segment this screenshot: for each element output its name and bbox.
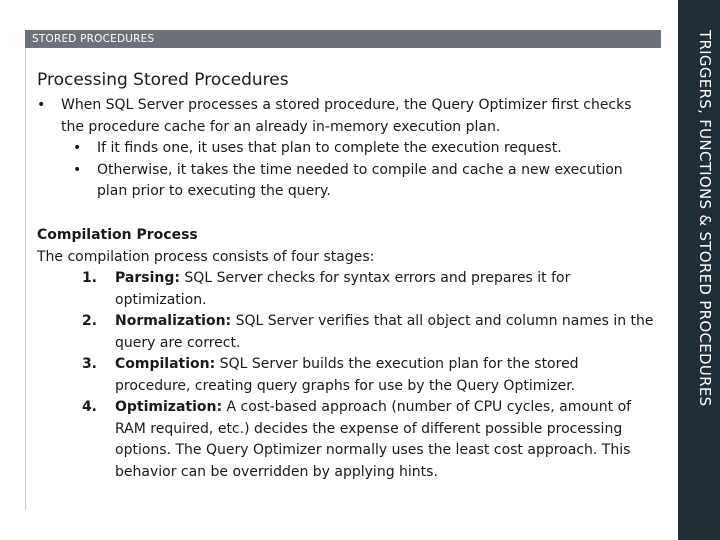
bullet-main-text: When SQL Server processes a stored procedure, the Query Optimizer first checks the procedure cache for an already in-memory execution plan.: [61, 97, 632, 135]
stage-text: A cost-based approach (number of CPU cycles, amount of RAM required, etc.) decides the expense of different possible processing options. The Query Optimizer normally uses the least cost approach. This behavior can be overridden by applying hints.: [115, 399, 632, 480]
slide-title: Processing Stored Procedures: [37, 70, 289, 90]
stage-number: 2.: [81, 313, 97, 329]
stage-text: SQL Server builds the execution plan for the stored procedure, creating query graphs for use by the Query Optimizer.: [115, 356, 579, 394]
stage-text: SQL Server checks for syntax errors and prepares it for optimization.: [115, 270, 571, 308]
stage-term: Normalization:: [115, 313, 232, 329]
stage-term: Optimization:: [115, 399, 223, 415]
bullet-icon: •: [73, 161, 82, 178]
sub-bullet-text: If it finds one, it uses that plan to complete the execution request.: [97, 140, 562, 156]
side-panel-title: TRIGGERS, FUNCTIONS & STORED PROCEDURES: [696, 30, 714, 407]
stage-number: 1.: [81, 270, 97, 286]
stage-item: [37, 268, 657, 311]
bullet-icon: •: [73, 140, 82, 156]
stage-number: 4.: [81, 399, 97, 415]
compilation-heading: Compilation Process: [37, 227, 198, 243]
compilation-section: [37, 225, 657, 483]
bullet-list: [37, 95, 657, 203]
stage-number: 3.: [81, 356, 97, 372]
stage-term: Parsing:: [115, 270, 180, 286]
bullet-main: [37, 95, 657, 138]
bullet-icon: •: [37, 97, 46, 113]
section-label: STORED PROCEDURES: [32, 33, 155, 45]
left-rule: [25, 30, 26, 510]
side-panel: [678, 0, 720, 540]
stage-item: [37, 311, 657, 354]
sub-bullet: [37, 138, 657, 160]
sub-bullet: [37, 160, 657, 203]
sub-bullet-text: Otherwise, it takes the time needed to compile and cache a new execution plan prior to executing the query.: [97, 161, 623, 199]
section-header-bar: [25, 30, 661, 48]
stage-item: [37, 397, 657, 483]
compilation-intro: The compilation process consists of four stages:: [37, 248, 375, 265]
stage-item: [37, 354, 657, 397]
stage-text: SQL Server verifies that all object and column names in the query are correct.: [115, 313, 654, 351]
stage-term: Compilation:: [115, 356, 216, 372]
